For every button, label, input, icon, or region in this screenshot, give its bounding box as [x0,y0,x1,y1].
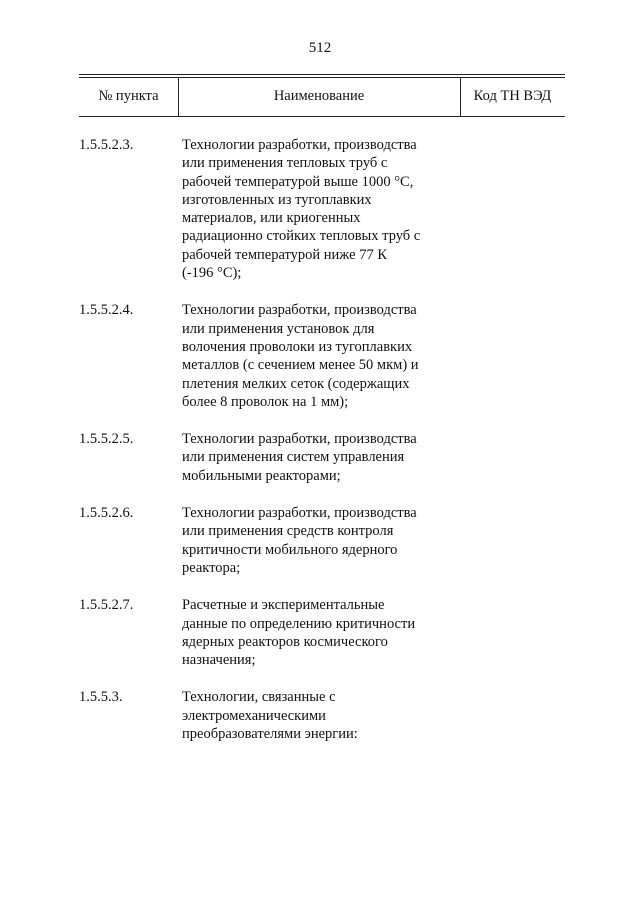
entry-text: Технологии, связанные с электромеханическими преобразователями энергии: [182,689,358,743]
list-item [0,430,640,485]
entry-number: 1.5.5.2.5. [79,431,134,448]
entry-text: Технологии разработки, производства или применения средств контроля критичности мобильного ядерного реактора; [182,505,417,576]
list-item [0,688,640,743]
list-item [0,504,640,577]
entry-text: Технологии разработки, производства или применения тепловых труб с рабочей температурой выше 1000 °С, изготовленных из тугоплавких материалов, или криогенных радиационно стойких тепловых труб с рабочей температурой ниже 77 К (-196 °С); [182,137,421,282]
list-item [0,136,640,282]
entry-text: Технологии разработки, производства или применения систем управления мобильными реакторами; [182,431,417,484]
entry-text: Расчетные и экспериментальные данные по определению критичности ядерных реакторов космического назначения; [182,597,416,669]
column-header-name: Наименование [273,88,365,104]
entry-number: 1.5.5.2.7. [79,597,134,614]
table-header-bottom-rule [79,116,565,117]
entry-number: 1.5.5.2.4. [79,302,134,319]
table-header-top-rule [79,74,565,75]
entry-number: 1.5.5.2.3. [79,137,134,153]
page-number: 512 [308,40,332,56]
entry-number: 1.5.5.3. [79,689,123,706]
list-item [0,596,640,669]
column-header-code: Код ТН ВЭД [473,88,552,104]
list-item [0,301,640,411]
entry-text: Технологии разработки, производства или применения установок для волочения проволоки из тугоплавких металлов (с сечением менее 50 мкм) и плетения мелких сеток (содержащих более 8 проволок на 1 мм); [182,302,419,410]
entry-number: 1.5.5.2.6. [79,505,134,522]
column-header-number: № пункта [98,88,159,104]
entries-list [0,136,640,762]
table-header-top-rule-inner [79,77,565,78]
